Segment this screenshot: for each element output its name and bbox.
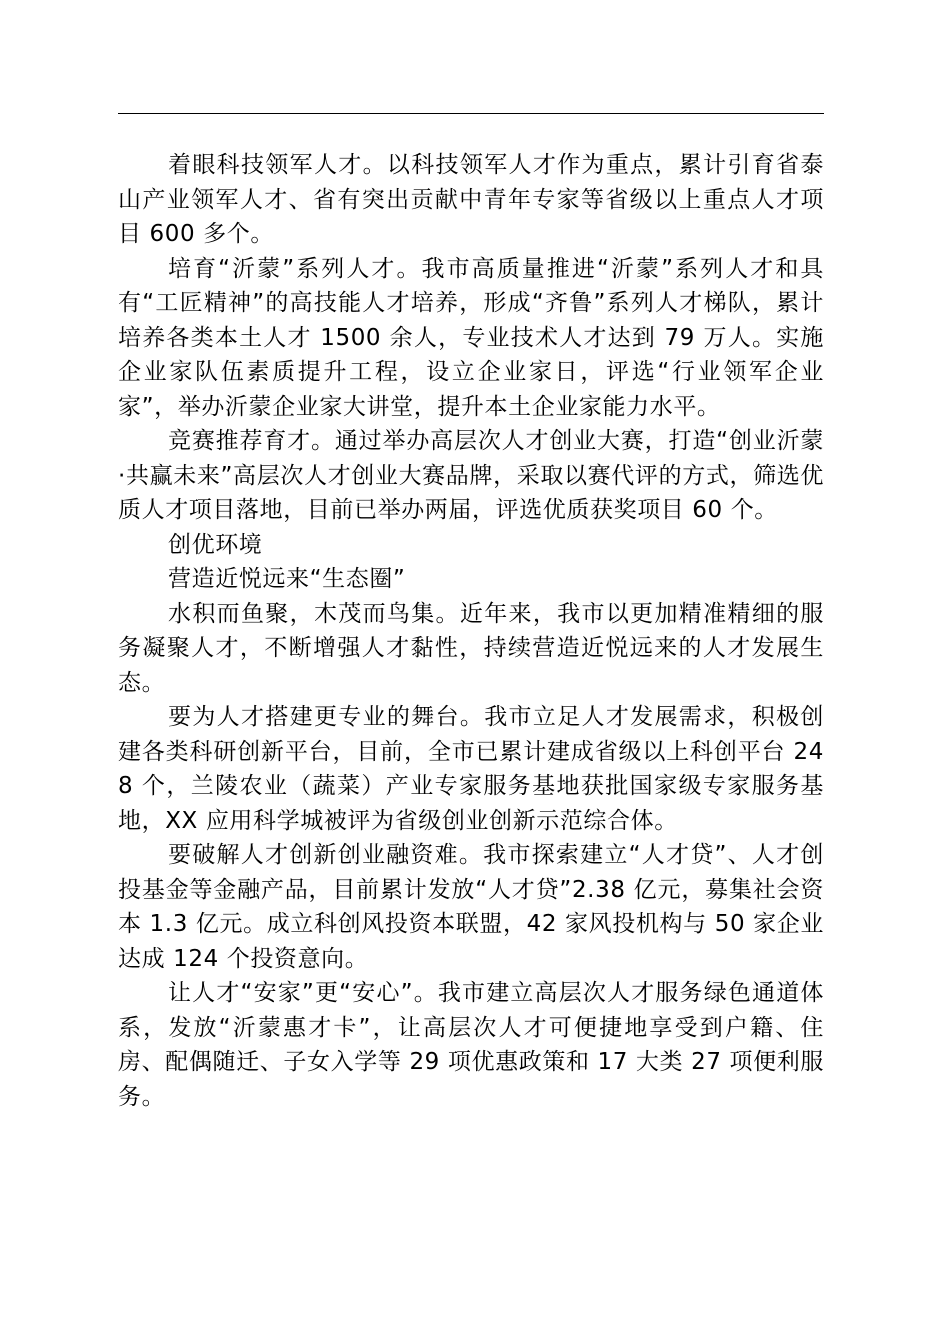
paragraph-platform: 要为人才搭建更专业的舞台。我市立足人才发展需求，积极创建各类科研创新平台，目前，全市已累计建成省级以上科创平台 248 个，兰陵农业（蔬菜）产业专家服务基地获批国家级专家服务基地，XX 应用科学城被评为省级创业创新示范综合体。 [118, 704, 824, 834]
paragraph-tech-leaders: 着眼科技领军人才。以科技领军人才作为重点，累计引育省泰山产业领军人才、省有突出贡献中青年专家等省级以上重点人才项目 600 多个。 [118, 152, 824, 247]
paragraph-ecosystem-intro: 水积而鱼聚，木茂而鸟集。近年来，我市以更加精准精细的服务凝聚人才，不断增强人才黏性，持续营造近悦远来的人才发展生态。 [118, 600, 824, 696]
header-rule [118, 113, 824, 114]
paragraph-financing: 要破解人才创新创业融资难。我市探索建立“人才贷”、人才创投基金等金融产品，目前累计发放“人才贷”2.38 亿元，募集社会资本 1.3 亿元。成立科创风投资本联盟，42 家风投机构与 50 家企业达成 124 个投资意向。 [118, 842, 824, 972]
section-heading: 创优环境 [168, 531, 263, 558]
document-body [118, 148, 824, 1114]
paragraph-competition: 竞赛推荐育才。通过举办高层次人才创业大赛，打造“创业沂蒙·共赢未来”高层次人才创业大赛品牌，采取以赛代评的方式，筛选优质人才项目落地，目前已举办两届，评选优质获奖项目 60 个。 [118, 428, 824, 523]
paragraph-yimeng-talent: 培育“沂蒙”系列人才。我市高质量推进“沂蒙”系列人才和具有“工匠精神”的高技能人才培养，形成“齐鲁”系列人才梯队，累计培养各类本土人才 1500 余人，专业技术人才达到 79 万人。实施企业家队伍素质提升工程，设立企业家日，评选“行业领军企业家”，举办沂蒙企业家大讲堂，提升本土企业家能力水平。 [118, 255, 824, 420]
section-subheading: 营造近悦远来“生态圈” [168, 566, 406, 592]
paragraph-services: 让人才“安家”更“安心”。我市建立高层次人才服务绿色通道体系，发放“沂蒙惠才卡”，让高层次人才可便捷地享受到户籍、住房、配偶随迁、子女入学等 29 项优惠政策和 17 大类 27 项便利服务。 [118, 980, 825, 1110]
